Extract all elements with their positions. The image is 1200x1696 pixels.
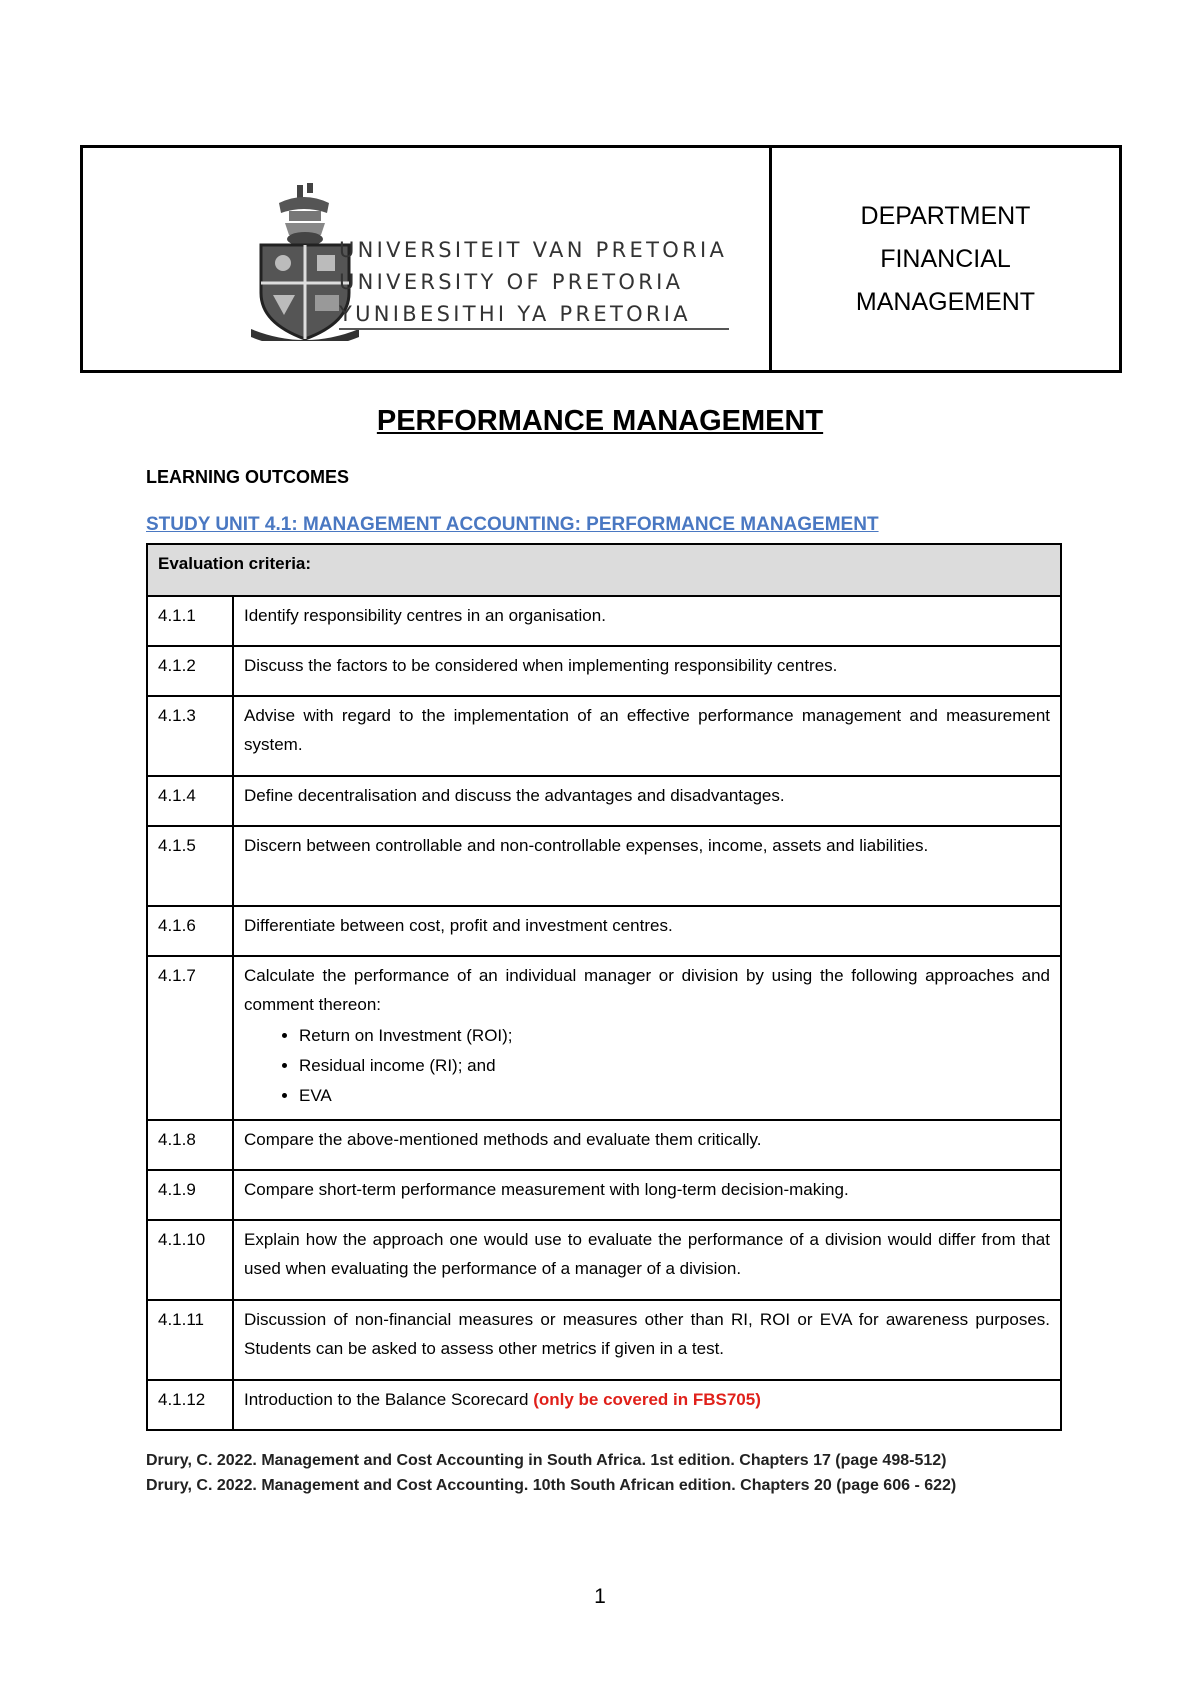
criterion-text: Differentiate between cost, profit and investment centres. bbox=[233, 906, 1061, 956]
criterion-number: 4.1.4 bbox=[147, 776, 233, 826]
table-row bbox=[147, 1170, 1061, 1220]
table-row bbox=[147, 1120, 1061, 1170]
criterion-text: Discussion of non-financial measures or measures other than RI, ROI or EVA for awareness purposes. Students can be asked to assess other metrics if given in a test. bbox=[233, 1300, 1061, 1380]
criterion-number: 4.1.11 bbox=[147, 1300, 233, 1380]
criterion-text: Compare short-term performance measurement with long-term decision-making. bbox=[233, 1170, 1061, 1220]
criterion-number: 4.1.10 bbox=[147, 1220, 233, 1300]
table-header-row bbox=[147, 544, 1061, 596]
page-title: PERFORMANCE MANAGEMENT bbox=[376, 405, 824, 437]
header-box bbox=[80, 145, 1122, 373]
criterion-number: 4.1.8 bbox=[147, 1120, 233, 1170]
criterion-text: Explain how the approach one would use to evaluate the performance of a division would differ from that used when evaluating the performance of a manager of a division. bbox=[233, 1220, 1061, 1300]
department-name bbox=[856, 195, 1035, 324]
criterion-text: Define decentralisation and discuss the advantages and disadvantages. bbox=[233, 776, 1061, 826]
department-line-3: MANAGEMENT bbox=[855, 287, 1036, 316]
criterion-text-with-note bbox=[233, 1380, 1061, 1430]
department-line-2: FINANCIAL bbox=[880, 244, 1011, 273]
course-note: (only be covered in FBS705) bbox=[533, 1390, 761, 1409]
university-name bbox=[339, 234, 727, 330]
logo-underline bbox=[339, 328, 729, 330]
table-row bbox=[147, 956, 1061, 1120]
criterion-text: Advise with regard to the implementation of an effective performance management and measurement system. bbox=[233, 696, 1061, 776]
table-row bbox=[147, 906, 1061, 956]
list-item: • Residual income (RI); and bbox=[299, 1051, 1050, 1081]
criterion-text-with-list bbox=[233, 956, 1061, 1120]
criterion-number: 4.1.3 bbox=[147, 696, 233, 776]
criterion-text: Discuss the factors to be considered when implementing responsibility centres. bbox=[233, 646, 1061, 696]
department-panel bbox=[772, 148, 1119, 370]
criterion-number: 4.1.9 bbox=[147, 1170, 233, 1220]
table-row bbox=[147, 646, 1061, 696]
table-row bbox=[147, 776, 1061, 826]
university-name-afrikaans: UNIVERSITEIT VAN PRETORIA bbox=[339, 238, 728, 262]
table-row bbox=[147, 596, 1061, 646]
university-name-sepedi: YUNIBESITHI YA PRETORIA bbox=[339, 302, 691, 326]
table-row bbox=[147, 1220, 1061, 1300]
approaches-list bbox=[244, 1021, 1050, 1111]
evaluation-criteria-table bbox=[146, 543, 1062, 1431]
criterion-text: Introduction to the Balance Scorecard bbox=[244, 1390, 534, 1409]
criterion-text: Calculate the performance of an individual manager or division by using the following approaches and comment thereon: bbox=[244, 966, 1050, 1014]
criterion-number: 4.1.6 bbox=[147, 906, 233, 956]
reference-item: Drury, C. 2022. Management and Cost Accounting. 10th South African edition. Chapters 20 (page 606 - 622) bbox=[146, 1477, 957, 1494]
table-row bbox=[147, 696, 1061, 776]
table-row bbox=[147, 1380, 1061, 1430]
criterion-number: 4.1.7 bbox=[147, 956, 233, 1120]
university-logo-panel bbox=[83, 148, 772, 370]
page-number: 1 bbox=[594, 1585, 606, 1608]
criterion-number: 4.1.2 bbox=[147, 646, 233, 696]
criterion-number: 4.1.12 bbox=[147, 1380, 233, 1430]
criterion-text: Compare the above-mentioned methods and evaluate them critically. bbox=[233, 1120, 1061, 1170]
list-item: • EVA bbox=[299, 1081, 1050, 1111]
table-header-cell: Evaluation criteria: bbox=[147, 544, 1061, 596]
criterion-text: Discern between controllable and non-controllable expenses, income, assets and liabilities. bbox=[233, 826, 1061, 906]
department-line-1: DEPARTMENT bbox=[860, 201, 1031, 230]
criterion-number: 4.1.5 bbox=[147, 826, 233, 906]
criterion-number: 4.1.1 bbox=[147, 596, 233, 646]
study-unit-heading: STUDY UNIT 4.1: MANAGEMENT ACCOUNTING: PERFORMANCE MANAGEMENT bbox=[146, 514, 879, 535]
references bbox=[146, 1448, 956, 1498]
table-row bbox=[147, 826, 1061, 906]
reference-item: Drury, C. 2022. Management and Cost Accounting in South Africa. 1st edition. Chapters 17 (page 498-512) bbox=[146, 1452, 947, 1469]
criterion-text: Identify responsibility centres in an organisation. bbox=[233, 596, 1061, 646]
university-name-english: UNIVERSITY OF PRETORIA bbox=[339, 270, 684, 294]
table-row bbox=[147, 1300, 1061, 1380]
learning-outcomes-heading: LEARNING OUTCOMES bbox=[146, 467, 350, 487]
list-item: • Return on Investment (ROI); bbox=[299, 1021, 1050, 1051]
